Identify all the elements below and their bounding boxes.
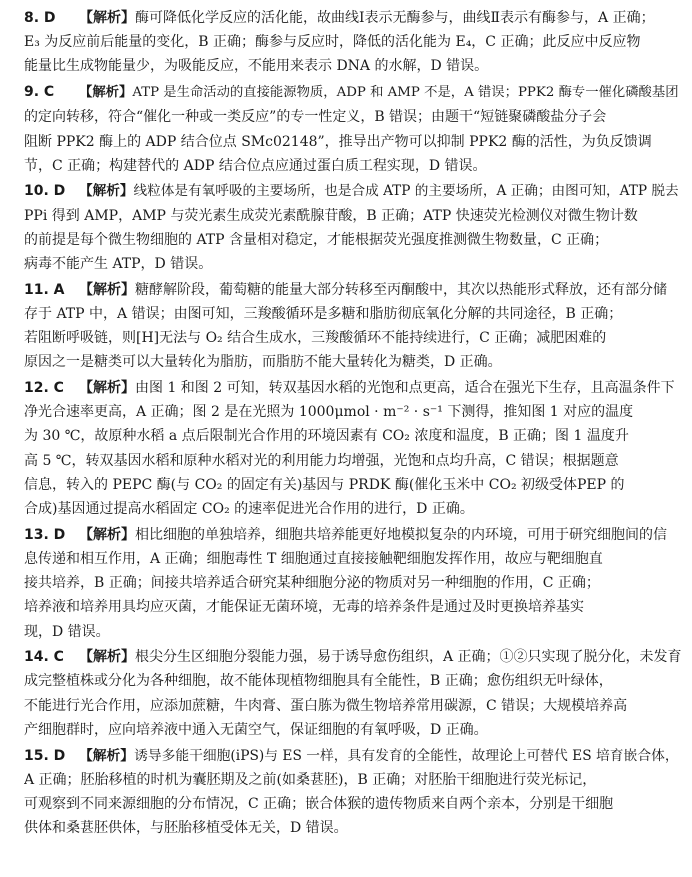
explanation-text: 糖酵解阶段，葡萄糖的能量大部分转移至丙酮酸中，其次以热能形式释放，还有部分储: [135, 281, 667, 298]
explanation-line: 能量比生成物能量少，为吸能反应，不能用来表示 DNA 的水解，D 错误。: [24, 58, 489, 75]
explanation-text: 线粒体是有氧呼吸的主要场所，也是合成 ATP 的主要场所，A 正确；由图可知，ATP 脱去: [133, 183, 679, 200]
question-number: 12. C: [24, 380, 64, 397]
explanation-text: ATP 是生命活动的直接能源物质，ADP 和 AMP 不是，A 错误；PPK2 酶专一催化磷酸基团: [132, 85, 679, 101]
explanation-line: 不能进行光合作用，应添加蔗糖，牛肉膏、蛋白胨为微生物培养常用碳源，C 错误；大规模培养高: [24, 697, 628, 714]
explanation-line: [79, 523, 682, 547]
explanation-line: [79, 278, 682, 302]
explanation-line: [79, 80, 682, 105]
explanation-text: 由图 1 和图 2 可知，转双基因水稻的光饱和点更高，适合在强光下生存，且高温条件下: [135, 380, 675, 397]
question-number: 14. C: [24, 649, 64, 666]
explanation-line: 阻断 PPK2 酶上的 ADP 结合位点 SMc02148”，推导出产物可以抑制 PPK2 酶的活性，为负反馈调: [24, 133, 652, 150]
explanation-line: 培养液和培养用具均应灭菌，才能保证无菌环境，无毒的培养条件是通过及时更换培养基实: [24, 599, 584, 616]
answer-item: [0, 278, 692, 375]
explanation-line: 若阻断呼吸链，则[H]无法与 O₂ 结合生成水，三羧酸循环不能持续进行，C 正确；减肥困难的: [24, 330, 607, 347]
explanation-line: [79, 376, 682, 400]
analysis-tag: 【解析】: [79, 526, 135, 543]
explanation-line: [79, 744, 682, 768]
explanation-line: 信息，转入的 PEPC 酶(与 CO₂ 的固定有关)基因与 PRDK 酶(催化玉米中 CO₂ 初级受体PEP 的: [24, 476, 625, 493]
question-number: 15. D: [24, 747, 66, 764]
explanation-line: 为 30 ℃，故原种水稻 a 点后限制光合作用的环境因素有 CO₂ 浓度和温度，B 正确；图 1 温度升: [24, 428, 629, 445]
explanation-line: 可观察到不同来源细胞的分布情况，C 正确；嵌合体猴的遗传物质来自两个亲本，分别是干细胞: [24, 796, 614, 812]
explanation-line: 息传递和相互作用，A 正确；细胞毒性 T 细胞通过直接接触靶细胞发挥作用，故应与靶细胞直: [24, 550, 603, 567]
answer-item: [0, 523, 692, 644]
explanation-line: A 正确；胚胎移植的时机为囊胚期及之前(如桑葚胚)，B 正确；对胚胎干细胞进行荧光标记，: [24, 771, 597, 788]
explanation-line: [79, 179, 682, 203]
explanation-text: 根尖分生区细胞分裂能力强，易于诱导愈伤组织，A 正确；①②只实现了脱分化，未发育: [135, 649, 682, 666]
answer-item: [0, 6, 692, 79]
explanation-line: 存于 ATP 中，A 错误；由图可知，三羧酸循环是多糖和脂肪彻底氧化分解的共同途径，B 正确；: [24, 305, 623, 322]
explanation-line: 供体和桑葚胚供体，与胚胎移植受体无关，D 错误。: [24, 820, 348, 837]
question-number: 8. D: [24, 10, 56, 26]
analysis-tag: 【解析】: [79, 10, 135, 26]
explanation-line: 产细胞群时，应向培养液中通入无菌空气，保证细胞的有氧呼吸，D 正确。: [24, 721, 488, 738]
answer-explanations: [0, 6, 692, 842]
explanation-line: 原因之一是糖类可以大量转化为脂肪，而脂肪不能大量转化为糖类，D 正确。: [24, 354, 502, 371]
explanation-line: 合成)基因通过提高水稻固定 CO₂ 的速率促进光合作用的进行，D 正确。: [24, 501, 474, 518]
answer-item: [0, 376, 692, 521]
explanation-line: 的定向转移，符合“催化一种或一类反应”的专一性定义，B 错误；由题干“短链聚磷酸盐分子会: [24, 109, 607, 126]
explanation-line: 高 5 ℃，转双基因水稻和原种水稻对光的利用能力均增强，光饱和点均升高，C 错误；根据题意: [24, 452, 619, 469]
answer-item: [0, 80, 692, 178]
explanation-line: 病毒不能产生 ATP，D 错误。: [24, 256, 213, 273]
analysis-tag: 【解析】: [79, 649, 135, 666]
explanation-line: [79, 645, 682, 669]
explanation-line: [79, 6, 682, 30]
question-number: 10. D: [24, 183, 66, 200]
analysis-tag: 【解析】: [79, 281, 135, 298]
explanation-line: 净光合速率更高，A 正确；图 2 是在光照为 1000μmol · m⁻² · s⁻¹ 下测得，推知图 1 对应的温度: [24, 404, 634, 421]
analysis-tag: 【解析】: [79, 747, 135, 764]
explanation-text: 诱导多能干细胞(iPS)与 ES 一样，具有发育的全能性，故理论上可替代 ES 培育嵌合体，: [134, 747, 679, 764]
explanation-line: 的前提是每个微生物细胞的 ATP 含量相对稳定，才能根据荧光强度推测微生物数量，C 正确；: [24, 231, 609, 248]
explanation-line: 节，C 正确；构建替代的 ADP 结合位点应通过蛋白质工程实现，D 错误。: [24, 157, 487, 174]
answer-item: [0, 744, 692, 841]
question-number: 9. C: [24, 84, 55, 101]
explanation-text: 相比细胞的单独培养，细胞共培养能更好地模拟复杂的内环境，可用于研究细胞间的信: [135, 526, 667, 543]
answer-item: [0, 645, 692, 742]
analysis-tag: 【解析】: [79, 380, 135, 397]
question-number: 11. A: [24, 281, 65, 298]
explanation-line: E₃ 为反应前后能量的变化，B 正确；酶参与反应时，降低的活化能为 E₄，C 正确；此反应中反应物: [24, 34, 641, 51]
explanation-line: PPi 得到 AMP，AMP 与荧光素生成荧光素酰腺苷酸，B 正确；ATP 快速荧光检测仪对微生物计数: [24, 207, 638, 224]
analysis-tag: 【解析】: [79, 183, 134, 200]
answer-item: [0, 179, 692, 276]
explanation-line: 现，D 错误。: [24, 623, 110, 640]
question-number: 13. D: [24, 526, 66, 543]
explanation-text: 酶可降低化学反应的活化能，故曲线Ⅰ表示无酶参与，曲线Ⅱ表示有酶参与，A 正确；: [135, 10, 655, 26]
explanation-line: 成完整植株或分化为各种细胞，故不能体现植物细胞具有全能性，B 正确；愈伤组织无叶绿体，: [24, 673, 613, 690]
analysis-tag: 【解析】: [79, 84, 133, 101]
explanation-line: 接共培养，B 正确；间接共培养适合研究某种细胞分泌的物质对另一种细胞的作用，C 正确；: [24, 575, 600, 592]
